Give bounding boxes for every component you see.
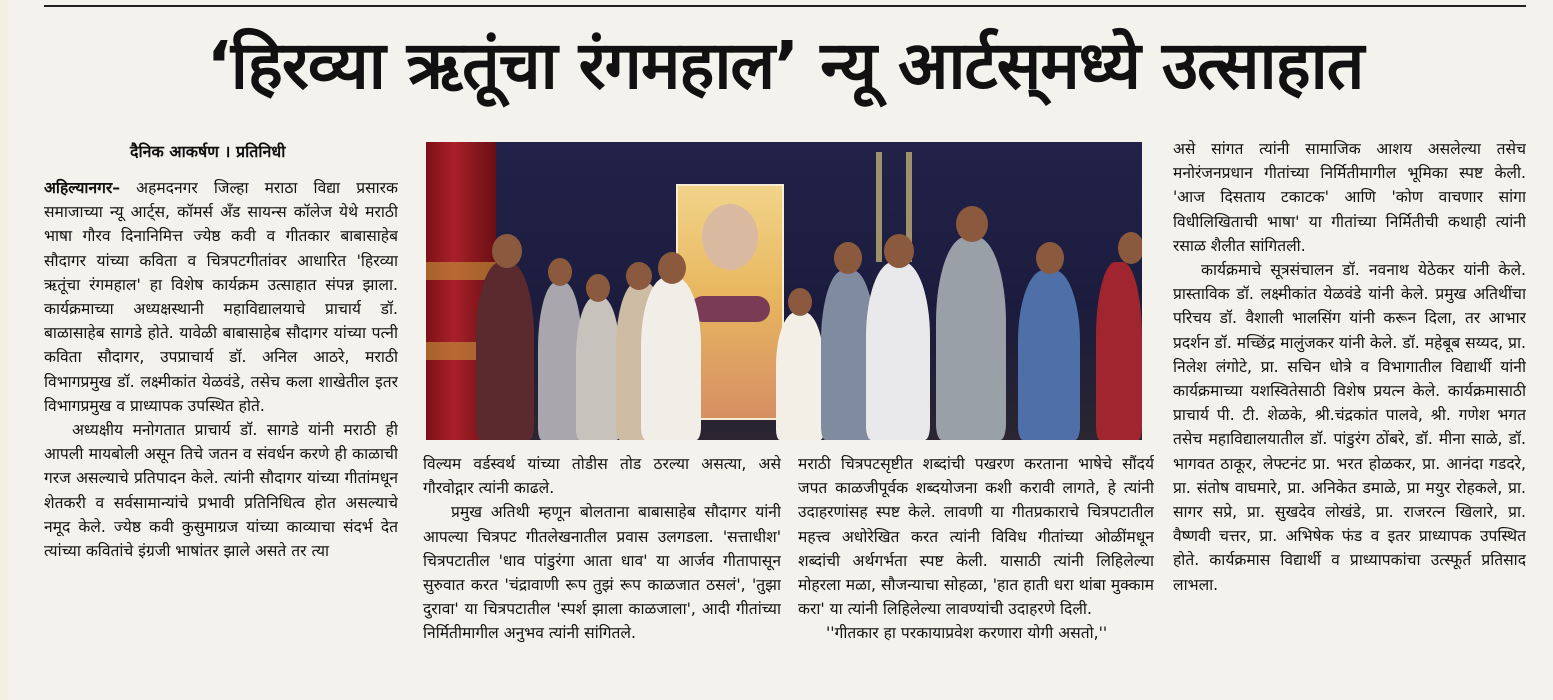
paragraph: अध्यक्षीय मनोगतात प्राचार्य डॉ. सागडे यांनी मराठी ही आपली मायबोली असून तिचे जतन व संवर्धन करणे ही काळाची गरज असल्याचे प्रतिपादन केले. त्यांनी सौदागर यांच्या गीतांमधून शेतकरी व सर्वसामान्यांचे प्रभावी प्रतिनिधित्व होत असल्याचे नमूद केले. ज्येष्ठ कवी कुसुमाग्रज यांच्या काव्याचा संदर्भ देत त्यांच्या कवितांचे इंग्रजी भाषांतर झाले असते तर त्या [44, 421, 398, 561]
article-column-3 [798, 452, 1154, 692]
dateline: अहिल्यानगर– [44, 179, 121, 197]
paragraph: मराठी चित्रपटसृष्टीत शब्दांची पखरण करताना भाषेचे सौंदर्य जपत काळजीपूर्वक शब्दयोजना कशी करावी लागते, हे त्यांनी उदाहरणांसह स्पष्ट केले. लावणी या गीतप्रकाराचे चित्रपटातील महत्त्व अधोरेखित करत त्यांनी विविध गीतांच्या ओळींमधून शब्दांची अर्थगर्भता स्पष्ट केली. यासाठी त्यांनी लिहिलेल्या मोहरला मळा, सौजन्याचा सोहळा, 'हात हाती धरा थांबा मुक्काम करा' या त्यांनी लिहिलेल्या लावण्यांची उदाहरणे दिली. [798, 455, 1154, 619]
headline: ‘हिरव्या ऋतूंचा रंगमहाल’ न्यू आर्टस्‌मध्ये उत्साहात [206, 27, 1364, 104]
paragraph: प्रमुख अतिथी म्हणून बोलताना बाबासाहेब सौदागर यांनी आपल्या चित्रपट गीतलेखनातील प्रवास उलगडला. 'सत्ताधीश' चित्रपटातील 'धाव पांडुरंगा आता धाव' या आर्जव गीतापासून सुरुवात करत 'चंद्रावाणी रूप तुझं रूप काळजात ठसलं', 'तुझा दुरावा' या चित्रपटातील 'स्पर्श झाला काळजाला', आदी गीतांच्या निर्मितीमागील अनुभव त्यांनी सांगितले. [423, 503, 781, 643]
byline: दैनिक आकर्षण । प्रतिनिधी [130, 142, 286, 161]
article-column-4 [1173, 137, 1526, 692]
event-photo [426, 142, 1142, 440]
paragraph: कार्यक्रमाचे सूत्रसंचालन डॉ. नवनाथ येठेकर यांनी केले. प्रास्ताविक डॉ. लक्ष्मीकांत येळवंडे यांनी केले. प्रमुख अतिथींचा परिचय डॉ. वैशाली भालसिंग यांनी करून दिला, तर आभार प्रदर्शन डॉ. मच्छिंद्र मालुंजकर यांनी केले. डॉ. महेबूब सय्यद, प्रा. निलेश लंगोटे, प्रा. सचिन धोत्रे व विभागातील विद्यार्थी यांनी कार्यक्रमाच्या यशस्वितेसाठी विशेष प्रयत्न केले. कार्यक्रमासाठी प्राचार्य पी. टी. शेळके, श्री.चंद्रकांत पालवे, श्री. गणेश भगत तसेच महाविद्यालयातील डॉ. पांडुरंग ठोंबरे, डॉ. मीना साळे, डॉ. भागवत ठाकूर, लेफ्टनंट प्रा. भरत होळकर, प्रा. आनंदा गडदरे, प्रा. संतोष वाघमारे, प्रा. अनिकेत डमाळे, प्रा मयुर रोहकले, प्रा. सागर सप्रे, प्रा. सुखदेव लोखंडे, प्रा. राजरत्न खिलारे, प्रा. वैष्णवी चत्तर, प्रा. अभिषेक फंड व इतर प्राध्यापक उपस्थित होते. कार्यक्रमास विद्यार्थी व प्राध्यापकांचा उत्स्फूर्त प्रतिसाद लाभला. [1173, 261, 1526, 594]
paragraph: विल्यम वर्डस्वर्थ यांच्या तोडीस तोड ठरल्या असत्या, असे गौरवोद्गार त्यांनी काढले. [423, 455, 781, 498]
paragraph [44, 176, 398, 418]
paragraph: असे सांगत त्यांनी सामाजिक आशय असलेल्या तसेच मनोरंजनप्रधान गीतांच्या निर्मितीमागील भूमिका स्पष्ट केली. 'आज दिसताय टकाटक' आणि 'कोण वाचणार सांगा विधीलिखिताची भाषा' या गीतांच्या निर्मितीची कथाही त्यांनी रसाळ शैलीत सांगितली. [1173, 140, 1526, 255]
paragraph-text: अहमदनगर जिल्हा मराठा विद्या प्रसारक समाजाच्या न्यू आर्ट्स, कॉमर्स अँड सायन्स कॉलेज येथे मराठी भाषा गौरव दिनानिमित्त ज्येष्ठ कवी व गीतकार बाबासाहेब सौदागर यांच्या कविता व चित्रपटगीतांवर आधारित 'हिरव्या ऋतूंचा रंगमहाल' हा विशेष कार्यक्रम उत्साहात संपन्न झाला. कार्यक्रमाच्या अध्यक्षस्थानी महाविद्यालयाचे प्राचार्य डॉ. बाळासाहेब सागडे होते. यावेळी बाबासाहेब सौदागर यांच्या पत्नी कविता सौदागर, उपप्राचार्य डॉ. अनिल आठरे, मराठी विभागप्रमुख डॉ. लक्ष्मीकांत येळवंडे, तसेच कला शाखेतील इतर विभागप्रमुख व प्राध्यापक उपस्थित होते. [44, 179, 398, 415]
page-edge [0, 0, 8, 700]
top-rule [44, 5, 1526, 7]
article-column-2 [423, 452, 781, 692]
paragraph: ''गीतकार हा परकायाप्रवेश करणारा योगी असतो,'' [826, 624, 1108, 643]
article-column-1 [44, 176, 398, 686]
